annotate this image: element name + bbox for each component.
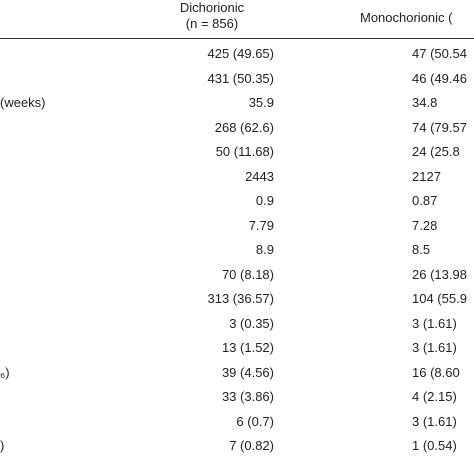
monochorionic-value: 47 (50.54 (412, 46, 467, 61)
table-row (0, 239, 474, 261)
table-row (0, 141, 474, 163)
table-row (0, 92, 474, 114)
monochorionic-value: 8.5 (412, 242, 431, 257)
monochorionic-value: 16 (8.60 (412, 364, 460, 380)
table-row (0, 215, 474, 237)
monochorionic-value: 3 (1.61) (412, 413, 457, 429)
table-row (0, 43, 474, 65)
dichorionic-value: 33 (3.86) (221, 389, 274, 404)
dichorionic-column-header (150, 0, 274, 32)
dichorionic-value: 3 (0.35) (229, 315, 274, 331)
monochorionic-value: 3 (1.61) (412, 315, 457, 331)
dichorionic-value: 39 (4.56) (221, 364, 274, 380)
monochorionic-value: 46 (49.46 (412, 70, 467, 86)
dichorionic-value: 0.9 (255, 193, 274, 208)
dichorionic-header-count: (n = 856) (185, 16, 239, 31)
dichorionic-value: 13 (1.52) (221, 340, 274, 355)
monochorionic-value: 4 (2.15) (412, 389, 457, 404)
table-row (0, 68, 474, 90)
dichorionic-value: 6 (0.7) (236, 413, 274, 429)
monochorionic-value: 1 (0.54) (412, 438, 457, 453)
dichorionic-value: 431 (50.35) (207, 70, 274, 86)
dichorionic-header-title: Dichorionic (179, 0, 245, 15)
table-row (0, 166, 474, 188)
monochorionic-value: 0.87 (412, 193, 438, 208)
dichorionic-value: 7.79 (248, 217, 274, 233)
row-label: (weeks) (0, 95, 46, 110)
table-row (0, 411, 474, 433)
dichorionic-value: 2443 (245, 168, 274, 184)
dichorionic-value: 425 (49.65) (207, 46, 274, 61)
table-row (0, 386, 474, 408)
table-row (0, 190, 474, 212)
monochorionic-value: 7.28 (412, 217, 438, 233)
dichorionic-value: 70 (8.18) (221, 266, 274, 282)
table-row (0, 313, 474, 335)
dichorionic-value: 8.9 (255, 242, 274, 257)
table-row (0, 264, 474, 286)
monochorionic-value: 26 (13.98 (412, 266, 467, 282)
table-row (0, 435, 474, 457)
row-label: ) (0, 438, 5, 453)
dichorionic-value: 50 (11.68) (215, 144, 274, 159)
dichorionic-value: 7 (0.82) (229, 438, 274, 453)
table-row (0, 117, 474, 139)
monochorionic-value: 2127 (412, 168, 441, 184)
table-row (0, 337, 474, 359)
monochorionic-value: 104 (55.9 (412, 291, 467, 306)
table-row (0, 288, 474, 310)
monochorionic-value: 74 (79.57 (412, 119, 467, 135)
dichorionic-value: 313 (36.57) (207, 291, 274, 306)
header-rule (0, 38, 474, 39)
monochorionic-value: 34.8 (412, 95, 438, 110)
row-label: ₆) (0, 364, 10, 380)
dichorionic-value: 35.9 (248, 95, 274, 110)
dichorionic-value: 268 (62.6) (214, 119, 274, 135)
table-row (0, 362, 474, 384)
monochorionic-column-header: Monochorionic ( (360, 10, 453, 25)
monochorionic-value: 24 (25.8 (412, 144, 460, 159)
monochorionic-value: 3 (1.61) (412, 340, 457, 355)
